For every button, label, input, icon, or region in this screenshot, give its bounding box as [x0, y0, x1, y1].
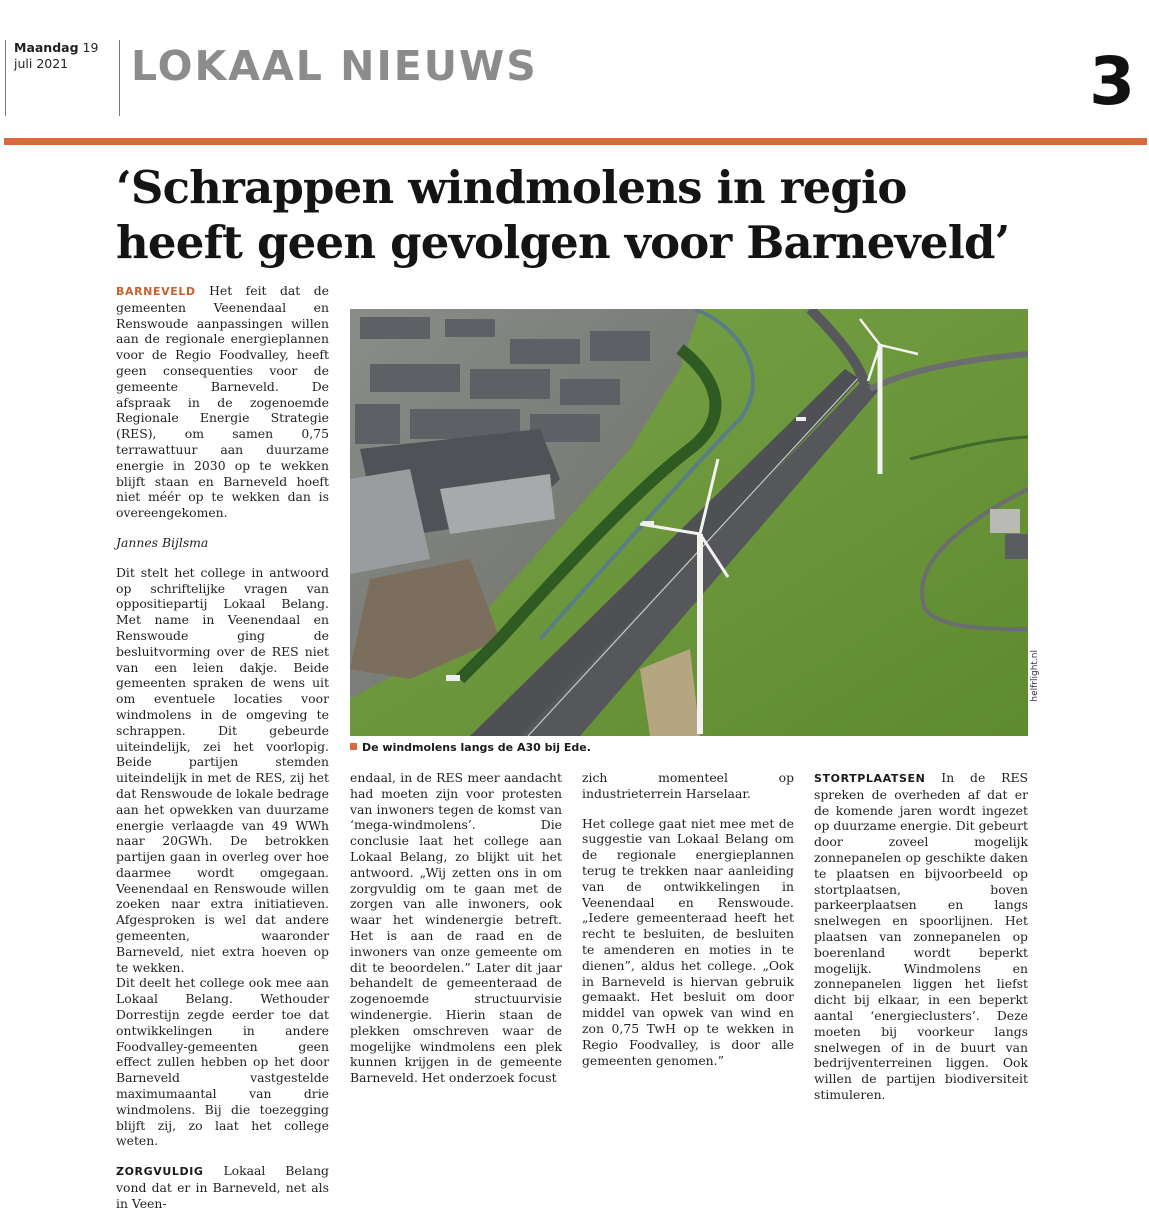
- headline: [116, 160, 1056, 270]
- body-paragraph-2: Dit deelt het college ook mee aan Lokaal Belang. Wethouder Dorrestijn zegde eerder toe dat ontwikkelingen in andere Foodvalley-gemeenten geen effect zullen hebben op het door Barneveld vastgestelde maximumaantal van drie windmolens. Bij die toezegging blijft zij, zo laat het college weten.: [116, 975, 329, 1149]
- column-3: [582, 770, 794, 1068]
- subhead-stortplaatsen: STORTPLAATSEN: [814, 772, 926, 785]
- subhead-zorgvuldig: ZORGVULDIG: [116, 1165, 204, 1179]
- column-4: [814, 770, 1028, 1103]
- photo-caption-text: De windmolens langs de A30 bij Ede.: [362, 741, 591, 754]
- column-1: [116, 283, 329, 1212]
- article-photo: [350, 309, 1028, 736]
- masthead-divider: [119, 40, 120, 116]
- section-title: LOKAAL NIEUWS: [131, 42, 538, 90]
- masthead-divider-left: [5, 40, 6, 116]
- photo-credit: helfrlight.nl: [1030, 650, 1040, 702]
- body-paragraph-3: [116, 1163, 329, 1211]
- day: 19: [82, 40, 99, 55]
- page-number: 3: [1089, 43, 1135, 120]
- body-paragraph-5: [814, 770, 1028, 1103]
- header-rule: [4, 138, 1147, 145]
- body-paragraph-1: Dit stelt het college in antwoord op schriftelijke vragen van oppositiepartij Lokaal Belang. Met name in Veenendaal en Renswoude ging de besluitvorming over de RES niet van een leien dakje. Beide gemeenten spraken de wens uit om eventuele locaties voor windmolens in de omgeving te schrappen. Dit gebeurde uiteindelijk, zei het voorlopig. Beide partijen stemden uiteindelijk in met de RES, zij het dat Renswoude de lokale bedrage aan het opwekken van duurzame energie verlaagde van 49 WWh naar 20GWh. De betrokken partijen gaan in overleg over hoe daarmee wordt omgegaan. Veenendaal en Renswoude willen zoeken naar extra initiatieven. Afgesproken is wel dat andere gemeenten, waaronder Barneveld, niet extra hoeven op te wekken.: [116, 564, 330, 975]
- issue-date: [14, 40, 104, 72]
- weekday: Maandag: [14, 40, 79, 55]
- photo-caption: [350, 741, 591, 754]
- month-year: juli 2021: [14, 56, 69, 71]
- body-paragraph-4: Het college gaat niet mee met de suggestie van Lokaal Belang om de regionale energieplannen terug te trekken naar aanleiding van de ontwikkelingen in Veenendaal en Renswoude. „Iedere gemeenteraad heeft het recht te besluiten, de besluiten te amenderen en moties in te dienen”, aldus het college. „Ook in Barneveld is hiervan gebruik gemaakt. Het besluit om door middel van opwek van wind en zon 0,75 TwH op te wekken in Regio Foodvalley, is door alle gemeenten genomen.”: [582, 815, 794, 1068]
- byline: Jannes Bijlsma: [116, 534, 209, 550]
- body-paragraph-3-cont: endaal, in de RES meer aandacht had moeten zijn voor protesten van inwoners tegen de komst van ‘mega-windmolens’. Die conclusie laat het college aan Lokaal Belang, zo blijkt uit het antwoord. „Wij zetten ons in om zorgvuldig om te gaan met de zorgen van alle inwoners, ook waar het windenergie betreft. Het is aan de raad en de inwoners van onze gemeente om dit te beoordelen.” Later dit jaar behandelt de gemeenteraad de zogenoemde structuurvisie windenergie. Hierin staan de plekken omschreven waar de mogelijke windmolens een plek kunnen krijgen in de gemeente Barneveld. Het onderzoek focust: [350, 770, 562, 1086]
- column-2: [350, 770, 562, 1086]
- body-paragraph-3-end: zich momenteel op industrieterrein Harselaar.: [582, 770, 794, 801]
- headline-line-2: heeft geen gevolgen voor Barneveld’: [116, 216, 1010, 269]
- lead-text: Het feit dat de gemeenten Veenendaal en Renswoude aanpassingen willen aan de regionale energieplannen voor de Regio Foodvalley, heeft geen consequenties voor de gemeente Barneveld. De afspraak in de zogenoemde Regionale Energie Strategie (RES), om samen 0,75 terrawattuur aan duurzame energie in 2030 op te wekken blijft staan en Barneveld hoeft niet méér op te wekken dan is overeengekomen.: [116, 283, 329, 521]
- dateline: BARNEVELD: [116, 285, 196, 298]
- lead-paragraph: [116, 283, 329, 521]
- body-paragraph-3-start: Lokaal Belang vond dat er in Barneveld, net als in Veen-: [116, 1163, 329, 1211]
- caption-marker: [350, 743, 357, 750]
- headline-line-1: ‘Schrappen windmolens in regio: [116, 161, 907, 214]
- aerial-photo-wind-turbines: [350, 309, 1028, 736]
- body-paragraph-5-text: In de RES spreken de overheden af dat er de komende jaren wordt ingezet op duurzame energie. Dit gebeurt door zoveel mogelijk zonnepanelen op geschikte daken te plaatsen en bijvoorbeeld op stortplaatsen, boven parkeerplaatsen en langs snelwegen en spoorlijnen. Het plaatsen van zonnepanelen op boerenland wordt beperkt mogelijk. Windmolens en zonnepanelen liggen het liefst dicht bij elkaar, in een beperkt aantal ‘energieclusters’. Deze moeten bij voorkeur langs snelwegen of in de buurt van bedrijventerreinen liggen. Ook willen de partijen biodiversiteit stimuleren.: [814, 770, 1028, 1102]
